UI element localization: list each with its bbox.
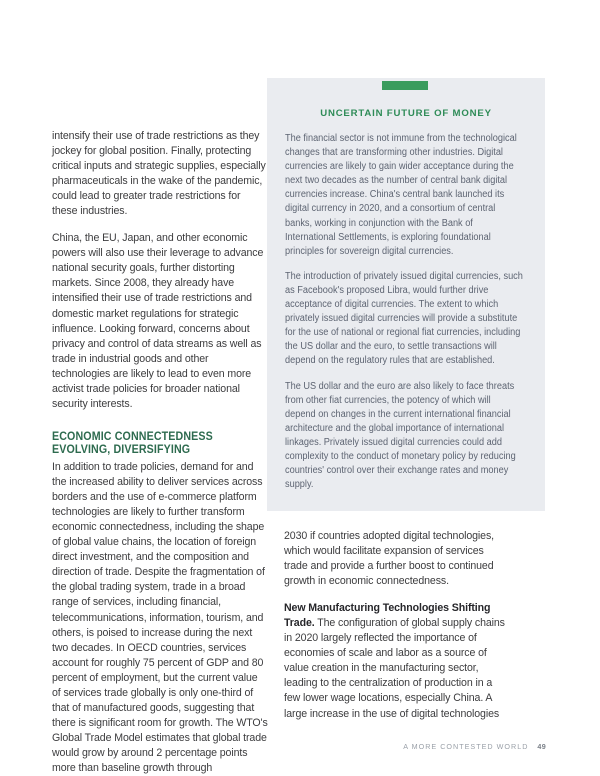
section-heading-line-1: ECONOMIC CONNECTEDNESS [52, 428, 213, 443]
paragraph: In addition to trade policies, demand for and the increased ability to deliver services across borders and the use of e-commerce platform technologies are likely to further transform economic connectedness, including the shape of global value chains, the location of foreign direct investment, and the composition and direction of trade. Despite the fragmentation of the global trading system, trade in a broad range of services, including financial, telecommunications, information, tourism, and others, is poised to increase during the next two decades. In OECD countries, services account for roughly 75 percent of GDP and 80 percent of employment, but the current value of services trade globally is only one-third of that of manufactured goods, suggesting that there is significant room for growth. The WTO's Global Trade Model estimates that global trade would grow by around 2 percentage points more than baseline growth through [52, 461, 268, 774]
sidebar-paragraph: The US dollar and the euro are also likely to face threats from other fiat currencies, the potency of which will depend on changes in the current international financial architecture and the global importance of international linkages. Privately issued digital currencies could add complexity to the conduct of monetary policy by reducing countries' control over their exchange rates and money supply. [285, 380, 516, 491]
right-column [284, 529, 506, 722]
paragraph-with-lead-in [284, 601, 506, 721]
paragraph: 2030 if countries adopted digital technologies, which would facilitate expansion of services trade and provide a further boost to continued growth in economic connectedness. [284, 530, 494, 588]
footer-label: A MORE CONTESTED WORLD [403, 742, 529, 751]
sidebar-callout-box [267, 78, 545, 511]
section-heading [52, 430, 238, 457]
paragraph: intensify their use of trade restrictions as they jockey for global position. Finally, protecting critical inputs and strategic supplies, especially pharmaceuticals in the wake of the pandemic, could lead to greater trade restrictions for these industries. [52, 130, 266, 218]
sidebar-paragraph: The introduction of privately issued digital currencies, such as Facebook's proposed Libra, would further drive acceptance of digital currencies. The extent to which privately issued digital currencies will provide a substitute for the use of national or regional fiat currencies, including the US dollar and the euro, to settle transactions will depend on the regulatory rules that are established. [285, 270, 523, 367]
paragraph-lead-in: New Manufacturing Technologies Shifting Trade. [284, 602, 491, 630]
accent-rule [382, 81, 428, 90]
section-heading-line-2: EVOLVING, DIVERSIFYING [52, 442, 191, 457]
left-column [52, 129, 268, 776]
page-footer [0, 742, 546, 751]
sidebar-body [285, 132, 525, 492]
paragraph: China, the EU, Japan, and other economic powers will also use their leverage to advance national security goals, further distorting markets. Since 2008, they already have intensified their use of trade restrictions and domestic market regulations for strategic influence. Looking forward, concerns about privacy and control of data streams as well as trade in industrial goods and other technologies are likely to lead to even more activist trade policies for broader national security interests. [52, 232, 264, 410]
page-number: 49 [537, 742, 546, 751]
sidebar-paragraph: The financial sector is not immune from the technological changes that are transforming other industries. Digital currencies are likely to gain wider acceptance during the next two decades as the number of central bank digital currencies increase. China's central bank launched its digital currency in 2020, and a consortium of central banks, working in conjunction with the Bank of International Settlements, is exploring foundational principles for sovereign digital currencies. [285, 133, 517, 257]
sidebar-title: UNCERTAIN FUTURE OF MONEY [320, 108, 492, 119]
paragraph-body: The configuration of global supply chains in 2020 largely reflected the importance of economies of scale and labor as a source of value creation in the manufacturing sector, leading to the centralization of production in a few lower wage locations, especially China. A large increase in the use of digital technologies [284, 617, 505, 720]
